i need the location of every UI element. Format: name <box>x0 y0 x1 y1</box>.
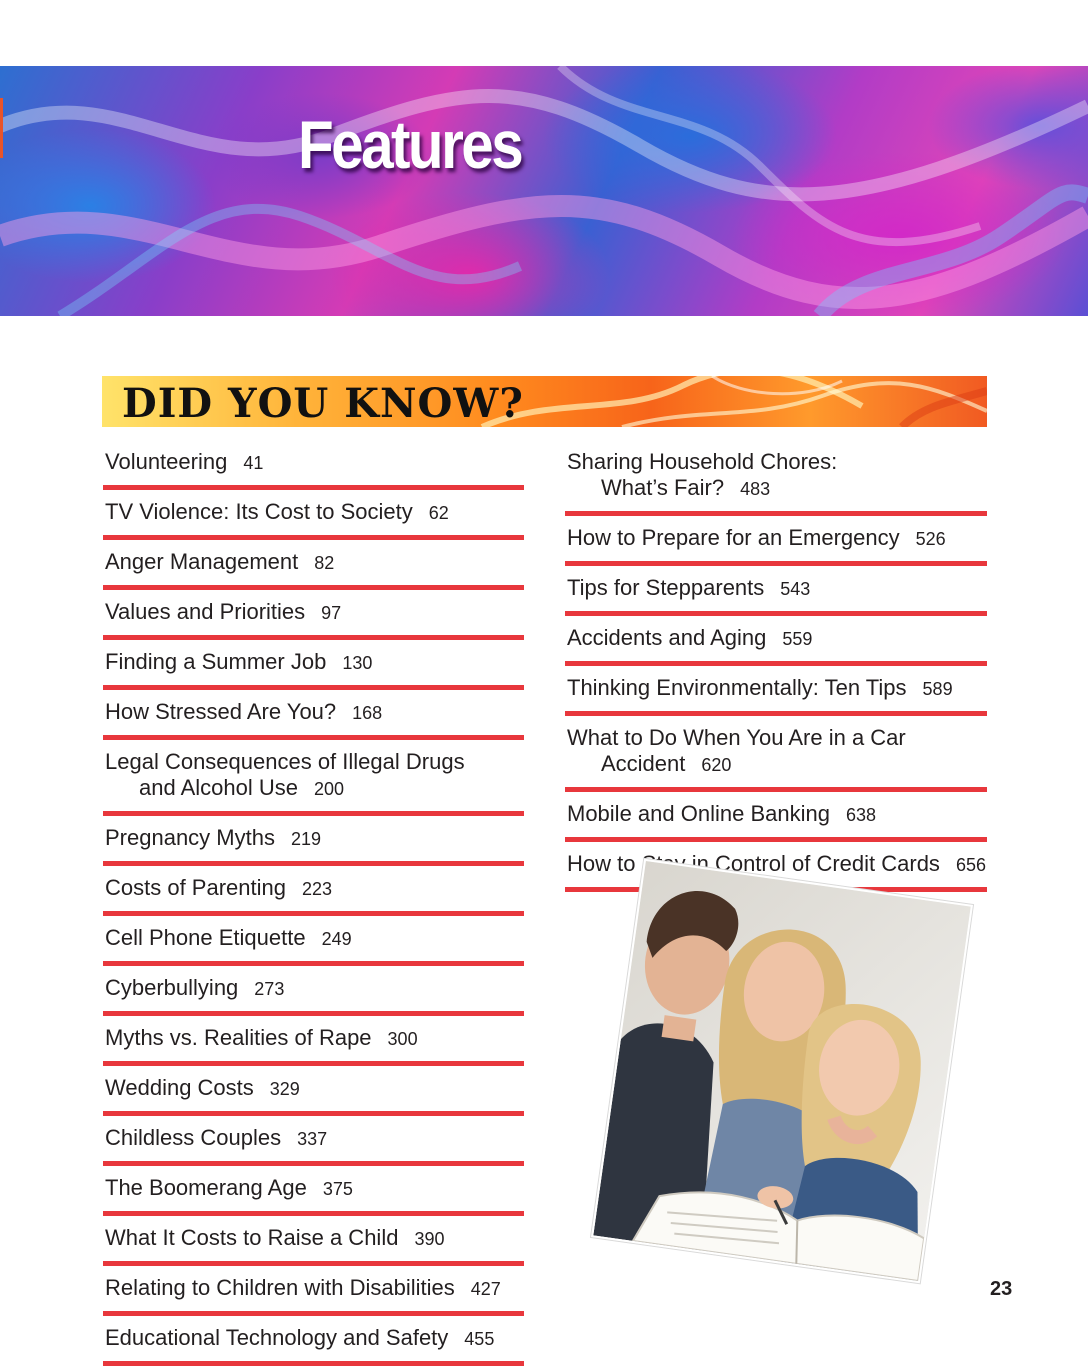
entry-page: 41 <box>243 453 264 473</box>
entry-title: Pregnancy Myths <box>105 825 275 850</box>
entry-title: How to Stay in Control of Credit Cards <box>567 851 940 876</box>
entry-title: The Boomerang Age <box>105 1175 307 1200</box>
entry-title: Legal Consequences of Illegal Drugs <box>105 749 465 774</box>
entry-title: Thinking Environmentally: Ten Tips <box>567 675 907 700</box>
list-item <box>103 1166 524 1216</box>
entry-title: TV Violence: Its Cost to Society <box>105 499 413 524</box>
list-item <box>103 740 524 816</box>
section-title: DID YOU KNOW? <box>122 380 524 427</box>
entry-page: 390 <box>414 1229 445 1249</box>
list-item <box>103 966 524 1016</box>
swirl-pattern <box>0 66 1088 316</box>
entry-page: 200 <box>314 779 345 799</box>
list-item <box>103 1216 524 1266</box>
entry-page: 82 <box>314 553 335 573</box>
list-item <box>103 440 524 490</box>
list-item <box>565 616 987 666</box>
students-photo <box>591 859 973 1283</box>
entry-page: 97 <box>321 603 342 623</box>
entry-title-continuation <box>567 751 987 778</box>
entry-title: Mobile and Online Banking <box>567 801 830 826</box>
entry-title-cont: Accident <box>601 751 686 776</box>
entry-title: Relating to Children with Disabilities <box>105 1275 455 1300</box>
entry-title: Wedding Costs <box>105 1075 254 1100</box>
entry-page: 273 <box>254 979 285 999</box>
section-header <box>102 376 987 427</box>
entry-title: How to Prepare for an Emergency <box>567 525 900 550</box>
entry-page: 427 <box>470 1279 501 1299</box>
entry-page: 589 <box>922 679 953 699</box>
list-item <box>103 1066 524 1116</box>
list-item <box>565 666 987 716</box>
entry-title-continuation <box>567 475 987 502</box>
list-item <box>565 792 987 842</box>
list-item <box>565 566 987 616</box>
features-list-left <box>103 440 524 1366</box>
entry-title-cont: What’s Fair? <box>601 475 725 500</box>
entry-title: How Stressed Are You? <box>105 699 337 724</box>
features-list-right <box>565 440 987 892</box>
list-item <box>103 540 524 590</box>
list-item <box>565 716 987 792</box>
entry-title: Finding a Summer Job <box>105 649 327 674</box>
list-item <box>103 1266 524 1316</box>
list-item <box>103 690 524 740</box>
entry-page: 168 <box>352 703 383 723</box>
entry-title: Cell Phone Etiquette <box>105 925 306 950</box>
page-number: 23 <box>990 1278 1013 1300</box>
entry-page: 620 <box>701 755 732 775</box>
entry-title: Cyberbullying <box>105 975 239 1000</box>
entry-title-continuation <box>105 775 524 802</box>
list-item <box>103 916 524 966</box>
entry-title: Costs of Parenting <box>105 875 286 900</box>
banner-edge-tab <box>0 98 3 158</box>
entry-page: 223 <box>301 879 333 899</box>
entry-page: 130 <box>342 653 373 673</box>
list-item <box>103 490 524 540</box>
entry-page: 62 <box>428 503 449 523</box>
entry-page: 329 <box>269 1079 300 1099</box>
students-reading-illustration <box>593 861 970 1281</box>
list-item <box>565 440 987 516</box>
list-item <box>103 1116 524 1166</box>
entry-title: Values and Priorities <box>105 599 306 624</box>
entry-page: 559 <box>782 629 813 649</box>
entry-title: What to Do When You Are in a Car <box>567 725 906 750</box>
entry-page: 656 <box>955 855 986 875</box>
entry-title: Tips for Stepparents <box>567 575 765 600</box>
page-title: Features <box>298 107 522 183</box>
entry-title: Accidents and Aging <box>567 625 767 650</box>
list-item <box>103 590 524 640</box>
entry-page: 337 <box>297 1129 328 1149</box>
list-item <box>103 816 524 866</box>
list-item <box>103 866 524 916</box>
entry-page: 300 <box>387 1029 418 1049</box>
entry-title: What It Costs to Raise a Child <box>105 1225 399 1250</box>
entry-page: 375 <box>322 1179 353 1199</box>
list-item <box>103 640 524 690</box>
entry-title: Anger Management <box>105 549 299 574</box>
entry-title: Educational Technology and Safety <box>105 1325 449 1350</box>
entry-title: Volunteering <box>105 449 228 474</box>
header-banner <box>0 66 1088 316</box>
entry-page: 543 <box>780 579 811 599</box>
list-item <box>103 1016 524 1066</box>
entry-page: 249 <box>321 929 352 949</box>
entry-title: Myths vs. Realities of Rape <box>105 1025 372 1050</box>
entry-page: 638 <box>845 805 876 825</box>
list-item <box>103 1316 524 1366</box>
entry-title: Childless Couples <box>105 1125 282 1150</box>
entry-page: 526 <box>915 529 946 549</box>
entry-title: Sharing Household Chores: <box>567 449 838 474</box>
list-item <box>565 516 987 566</box>
entry-page: 483 <box>740 479 771 499</box>
entry-page: 219 <box>290 829 322 849</box>
entry-title-cont: and Alcohol Use <box>139 775 298 800</box>
entry-page: 455 <box>464 1329 495 1349</box>
